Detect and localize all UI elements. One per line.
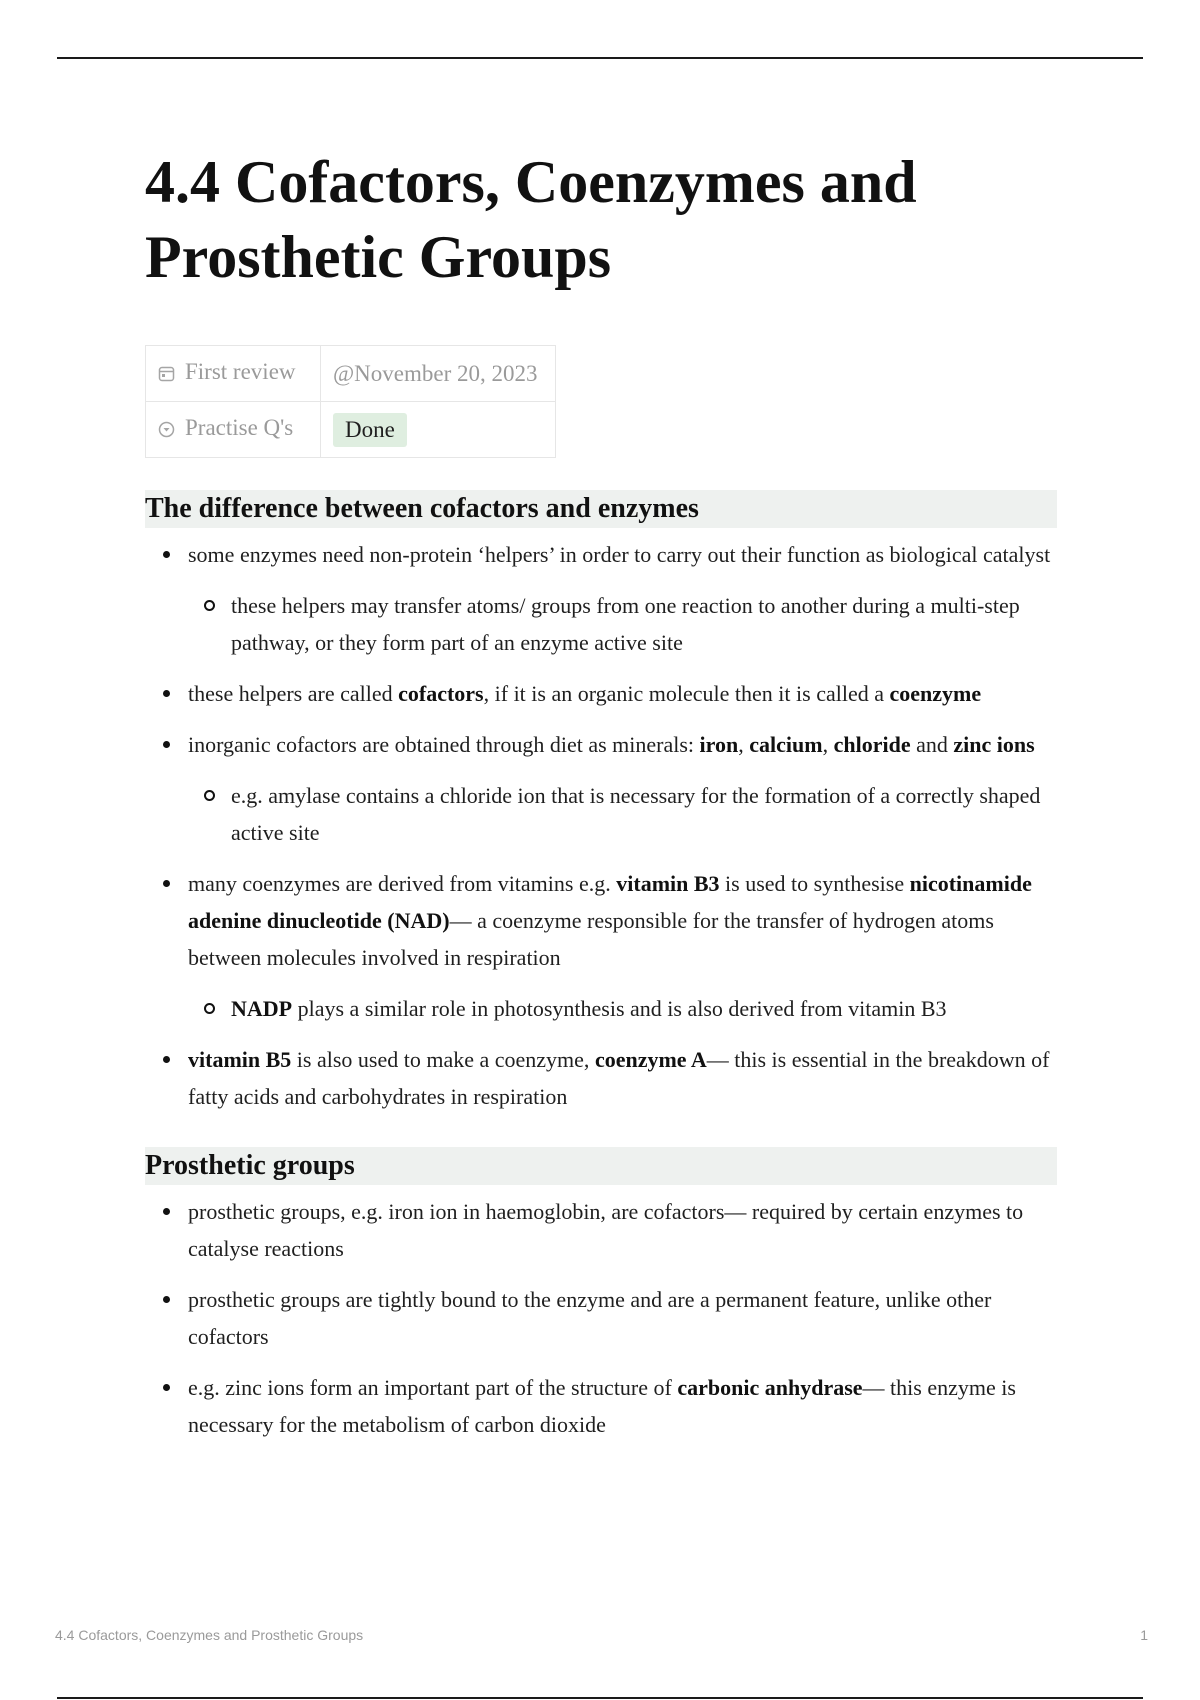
bold-term: coenzyme A: [594, 1047, 707, 1072]
calendar-icon: [158, 362, 175, 388]
bold-term: NADP: [231, 996, 293, 1021]
section-heading-prosthetic-groups: Prosthetic groups: [145, 1147, 1057, 1185]
properties-table: [145, 345, 556, 458]
bold-term: carbonic anhydrase: [677, 1375, 863, 1400]
text-span: ,: [822, 732, 834, 757]
list-item-text: these helpers may transfer atoms/ groups from one reaction to another during a multi-step pathway, or they form part of an enzyme active site: [231, 593, 1020, 655]
text-span: plays a similar role in photosynthesis and is also derived from vitamin B3: [292, 996, 947, 1021]
sub-list-item: [188, 990, 1057, 1027]
list-item-text: prosthetic groups, e.g. iron ion in haemoglobin, are cofactors— required by certain enzymes to catalyse reactions: [188, 1199, 1024, 1261]
page-number: 1: [1140, 1627, 1148, 1643]
property-row-practise-qs: [146, 402, 556, 458]
bullet-list: [145, 536, 1057, 1115]
property-name: Practise Q's: [185, 415, 294, 440]
bottom-rule: [57, 1697, 1143, 1699]
list-item-text: e.g. amylase contains a chloride ion that is necessary for the formation of a correctly shaped active site: [231, 783, 1041, 845]
bold-term: coenzyme: [889, 681, 982, 706]
bold-term: calcium: [749, 732, 823, 757]
text-span: is used to synthesise: [719, 871, 910, 896]
bullet-list: [145, 1193, 1057, 1443]
property-name: First review: [185, 359, 296, 384]
list-item: [145, 675, 1057, 712]
property-name-cell: [146, 402, 321, 458]
property-value-practise-qs[interactable]: [321, 402, 556, 458]
sub-bullet-list: [188, 990, 1057, 1027]
list-item: [145, 1193, 1057, 1267]
text-span: many coenzymes are derived from vitamins e.g.: [188, 871, 617, 896]
property-value-first-review[interactable]: @November 20, 2023: [321, 346, 556, 402]
status-icon: [158, 418, 175, 444]
bold-term: zinc ions: [953, 732, 1035, 757]
property-name-cell: [146, 346, 321, 402]
bold-term: nicotinamide adenine dinucleotide (NAD): [188, 871, 1032, 933]
page-content: [145, 145, 1057, 1457]
text-span: is also used to make a coenzyme,: [291, 1047, 595, 1072]
text-span: , if it is an organic molecule then it is called a: [483, 681, 890, 706]
text-span: e.g. zinc ions form an important part of the structure of: [188, 1375, 678, 1400]
page-title: 4.4 Cofactors, Coenzymes and Prosthetic Groups: [145, 149, 917, 290]
list-item: [145, 1369, 1057, 1443]
bold-term: cofactors: [398, 681, 484, 706]
status-badge: Done: [333, 413, 407, 447]
list-item: [145, 1281, 1057, 1355]
list-item: [145, 1041, 1057, 1115]
sub-list-item: [188, 587, 1057, 661]
bold-term: vitamin B5: [188, 1047, 292, 1072]
text-span: inorganic cofactors are obtained through diet as minerals:: [188, 732, 700, 757]
footer-title: 4.4 Cofactors, Coenzymes and Prosthetic Groups: [55, 1627, 364, 1643]
page-footer: [55, 1627, 1148, 1643]
sub-list-item: [188, 777, 1057, 851]
list-item: [145, 536, 1057, 661]
bold-term: iron: [699, 732, 739, 757]
text-span: — a coenzyme responsible for the transfer of hydrogen atoms between molecules involved in respiration: [188, 908, 994, 970]
sub-bullet-list: [188, 587, 1057, 661]
text-span: — this enzyme is necessary for the metabolism of carbon dioxide: [188, 1375, 1016, 1437]
property-row-first-review: [146, 346, 556, 402]
text-span: ,: [738, 732, 750, 757]
sub-bullet-list: [188, 777, 1057, 851]
list-item-text: some enzymes need non-protein ‘helpers’ in order to carry out their function as biological catalyst: [188, 542, 1051, 567]
list-item: [145, 726, 1057, 851]
list-item-text: prosthetic groups are tightly bound to the enzyme and are a permanent feature, unlike other cofactors: [188, 1287, 992, 1349]
bold-term: vitamin B3: [616, 871, 720, 896]
top-rule: [57, 57, 1143, 59]
text-span: and: [910, 732, 954, 757]
list-item: [145, 865, 1057, 1027]
text-span: these helpers are called: [188, 681, 399, 706]
text-span: — this is essential in the breakdown of fatty acids and carbohydrates in respiration: [188, 1047, 1050, 1109]
section-heading-cofactors-enzymes: The difference between cofactors and enzymes: [145, 490, 1057, 528]
bold-term: chloride: [833, 732, 911, 757]
